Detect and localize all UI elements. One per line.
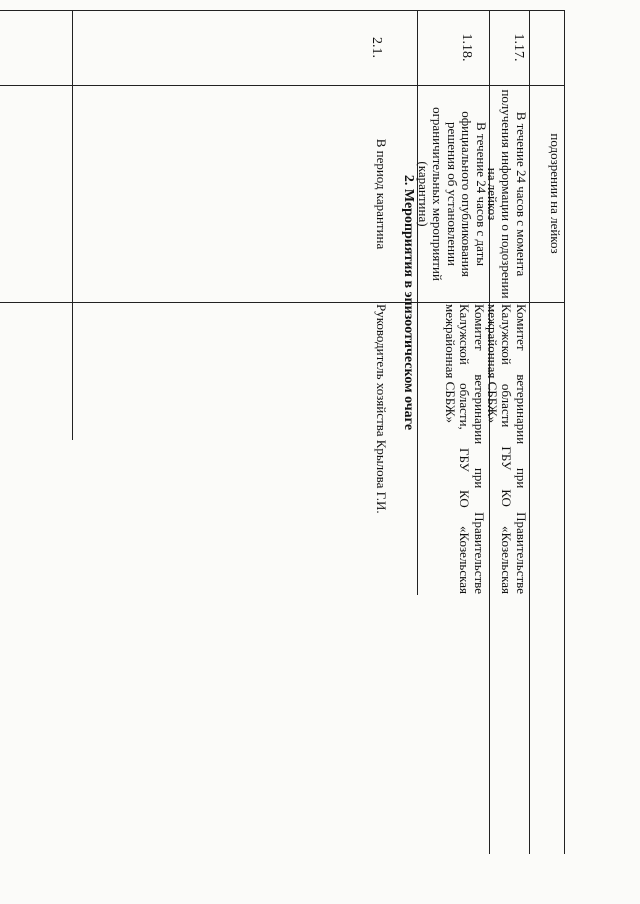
row-number-1-17: 1.17.: [511, 33, 526, 62]
deadline-cell-1-18: В течение 24 часов с даты официального опубликования решения об установлении ограничительных мероприятий (карантина): [416, 107, 489, 281]
deadline-cell-1-17: В течение 24 часов с момента получения информации о подозрении на лейкоз: [485, 89, 529, 299]
deadline-cell-previous-row: подозрении на лейкоз: [548, 133, 563, 254]
row-number-2-1: 2.1.: [369, 37, 384, 58]
responsible-cell-2-1: Руководитель хозяйства Крылова Г.И.: [374, 304, 389, 514]
section-2-title: 2. Мероприятия в эпизоотическом очаге: [401, 174, 416, 431]
responsible-cell-1-17: Комитет ветеринарии при Правительстве Калужской области ГБУ КО «Козельская межрайонная СББЖ»: [485, 304, 529, 594]
row-number-1-18: 1.18.: [459, 33, 474, 62]
responsible-cell-1-18: Комитет ветеринарии при Правительстве Калужской области, ГБУ КО «Козельская межрайонная СББЖ»: [443, 304, 487, 594]
deadline-cell-2-1: В период карантина: [374, 138, 389, 250]
